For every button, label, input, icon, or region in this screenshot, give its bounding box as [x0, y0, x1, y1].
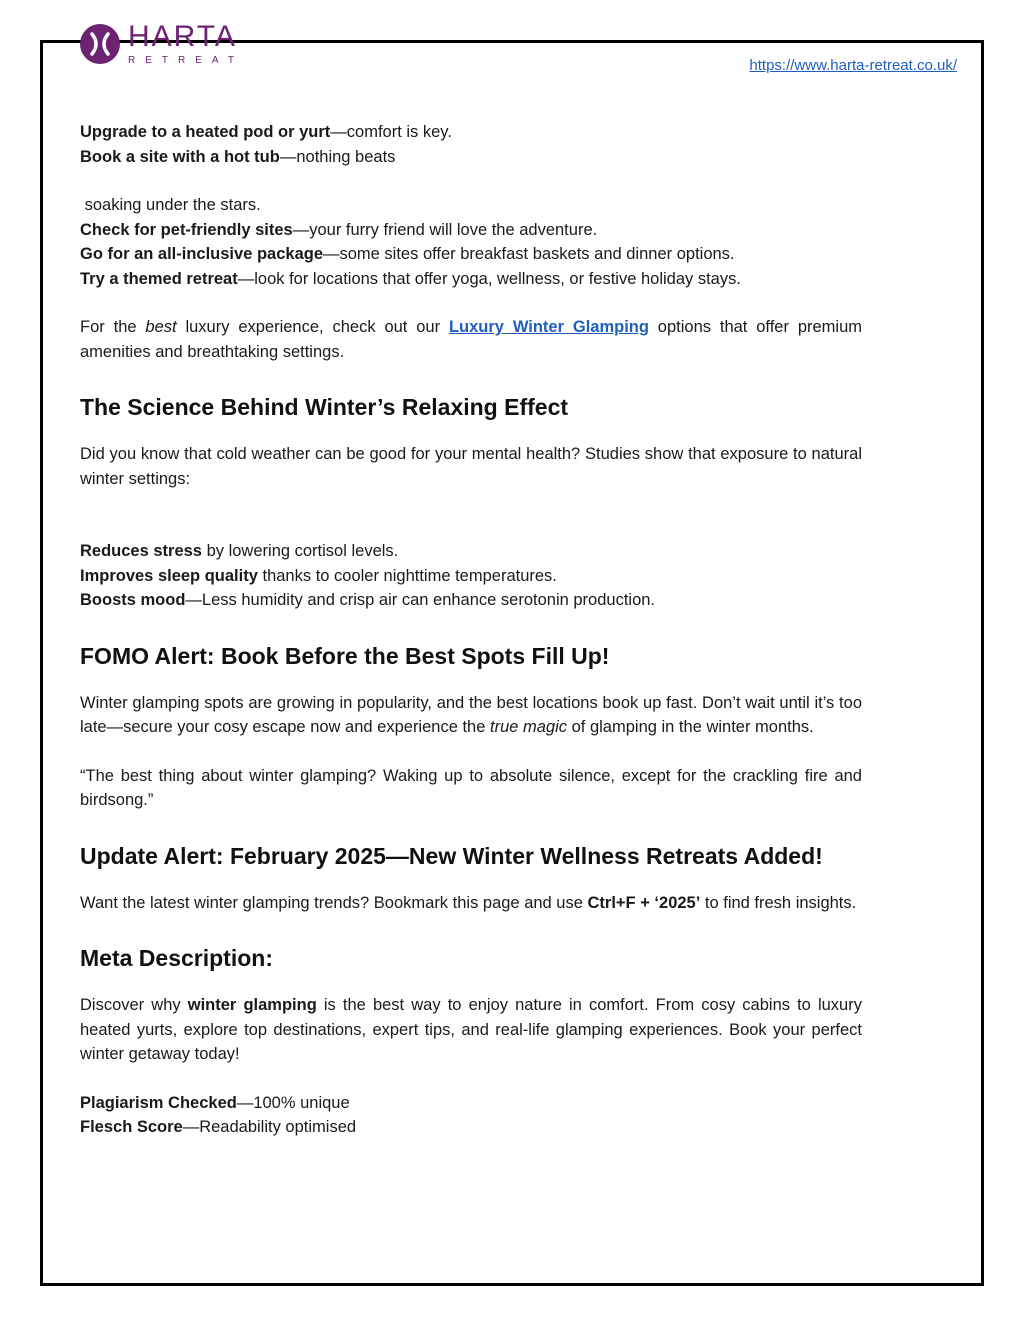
benefit-line: Boosts mood—Less humidity and crisp air can enhance serotonin production. — [80, 591, 656, 609]
fomo-quote: “The best thing about winter glamping? Waking up to absolute silence, except for the crackling fire and birdsong.” — [80, 766, 862, 809]
harta-logo-icon — [80, 24, 120, 64]
harta-logo — [80, 22, 244, 66]
benefit-line: Improves sleep quality thanks to cooler nighttime temperatures. — [80, 566, 557, 585]
tip-line: Try a themed retreat—look for locations that offer yoga, wellness, or festive holiday stays. — [80, 269, 741, 288]
site-url-link[interactable]: https://www.harta-retreat.co.uk/ — [749, 57, 957, 74]
section-heading-science: The Science Behind Winter’s Relaxing Effect — [80, 394, 569, 420]
tip-line: Book a site with a hot tub—nothing beats — [80, 147, 396, 166]
section-heading-update: Update Alert: February 2025—New Winter Wellness Retreats Added! — [80, 842, 823, 869]
tip-line: Go for an all-inclusive package—some sites offer breakfast baskets and dinner options. — [80, 245, 735, 263]
update-paragraph: Want the latest winter glamping trends? Bookmark this page and use Ctrl+F + ‘2025’ to find fresh insights. — [80, 893, 857, 912]
tip-line: Check for pet-friendly sites—your furry friend will love the adventure. — [80, 220, 598, 239]
logo-subtitle: RETREAT — [128, 55, 244, 66]
science-intro: Did you know that cold weather can be good for your mental health? Studies show that exposure to natural winter settings: — [80, 445, 862, 488]
check-line: Plagiarism Checked—100% unique — [80, 1093, 350, 1112]
logo-wordmark: HARTA — [128, 20, 237, 53]
tip-line: Upgrade to a heated pod or yurt—comfort is key. — [80, 123, 452, 141]
section-heading-meta: Meta Description: — [80, 945, 273, 971]
document-body — [80, 80, 862, 1140]
luxury-paragraph: For the best luxury experience, check out our Luxury Winter Glamping options that offer premium amenities and breathtaking settings. — [80, 318, 863, 361]
section-heading-fomo: FOMO Alert: Book Before the Best Spots Fill Up! — [80, 642, 610, 669]
luxury-winter-glamping-link[interactable]: Luxury Winter Glamping — [448, 318, 649, 336]
fomo-paragraph: Winter glamping spots are growing in popularity, and the best locations book up fast. Don’t wait until it’s too late—secure your cosy escape now and experience the true magic of glamping in the winter months. — [80, 693, 862, 736]
tip-continuation: soaking under the stars. — [84, 196, 261, 214]
check-line: Flesch Score—Readability optimised — [80, 1118, 357, 1136]
benefit-line: Reduces stress by lowering cortisol levels. — [80, 542, 399, 560]
meta-paragraph: Discover why winter glamping is the best way to enjoy nature in comfort. From cosy cabins to luxury heated yurts, explore top destinations, expert tips, and real-life glamping experiences. Book your perfect winter getaway today! — [80, 996, 862, 1063]
